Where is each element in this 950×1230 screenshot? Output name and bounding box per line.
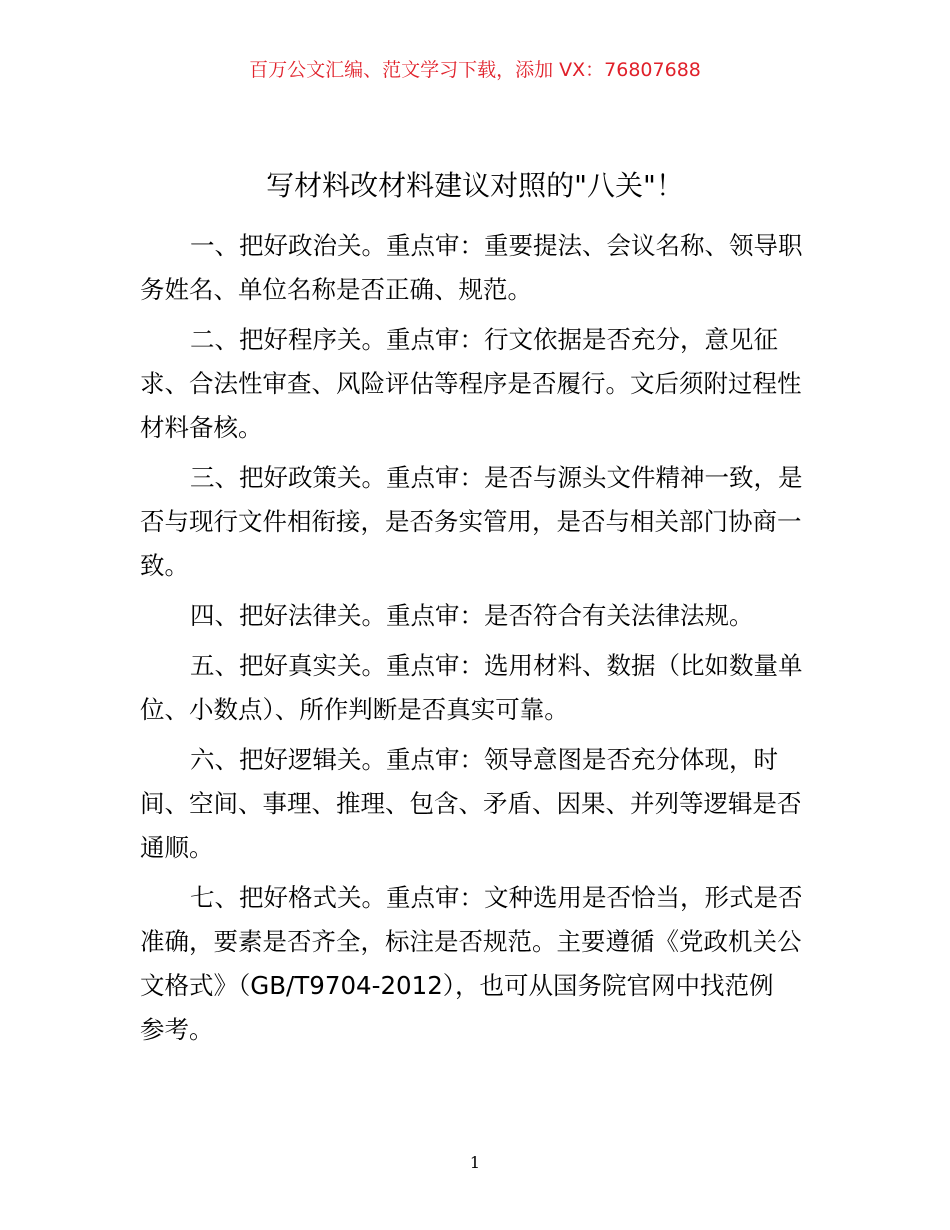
paragraph-line: 六、把好逻辑关。重点审：领导意图是否充分体现，时 (190, 745, 778, 774)
paragraph-line: 求、合法性审查、风险评估等程序是否履行。文后须附过程性 (140, 369, 802, 398)
document-title: 写材料改材料建议对照的"八关"！ (266, 169, 684, 202)
paragraph-line: 致。 (140, 551, 189, 580)
paragraph-line: 七、把好格式关。重点审：文种选用是否恰当，形式是否 (190, 883, 803, 912)
paragraph-line: 否与现行文件相衔接，是否务实管用，是否与相关部门协商一 (140, 507, 802, 536)
paragraph (140, 594, 830, 638)
watermark-header: 百万公文汇编、范文学习下载，添加 VX：76807688 (249, 59, 701, 81)
paragraph-line: 材料备核。 (140, 413, 263, 442)
paragraph-line: 务姓名、单位名称是否正确、规范。 (140, 275, 532, 304)
paragraph-line: 参考。 (140, 1015, 214, 1044)
paragraph-line: 文格式》（GB/T9704-2012），也可从国务院官网中找范例 (140, 971, 774, 1000)
paragraph (140, 876, 830, 1052)
page-number: 1 (469, 1153, 481, 1172)
paragraph-line: 位、小数点）、所作判断是否真实可靠。 (140, 695, 569, 724)
paragraph (140, 738, 830, 870)
paragraph-line: 一、把好政治关。重点审：重要提法、会议名称、领导职 (190, 231, 803, 260)
paragraph (140, 644, 830, 732)
paragraph-line: 二、把好程序关。重点审：行文依据是否充分，意见征 (190, 325, 778, 354)
paragraph-line: 三、把好政策关。重点审：是否与源头文件精神一致，是 (190, 463, 803, 492)
paragraph-line: 五、把好真实关。重点审：选用材料、数据（比如数量单 (190, 651, 803, 680)
paragraph-line: 通顺。 (140, 833, 214, 862)
paragraph (140, 224, 830, 312)
paragraph-line: 间、空间、事理、推理、包含、矛盾、因果、并列等逻辑是否 (140, 789, 802, 818)
document-body (140, 224, 830, 1058)
paragraph (140, 318, 830, 450)
paragraph-line: 四、把好法律关。重点审：是否符合有关法律法规。 (190, 601, 754, 630)
paragraph (140, 456, 830, 588)
paragraph-line: 准确，要素是否齐全，标注是否规范。主要遵循《党政机关公 (140, 927, 802, 956)
